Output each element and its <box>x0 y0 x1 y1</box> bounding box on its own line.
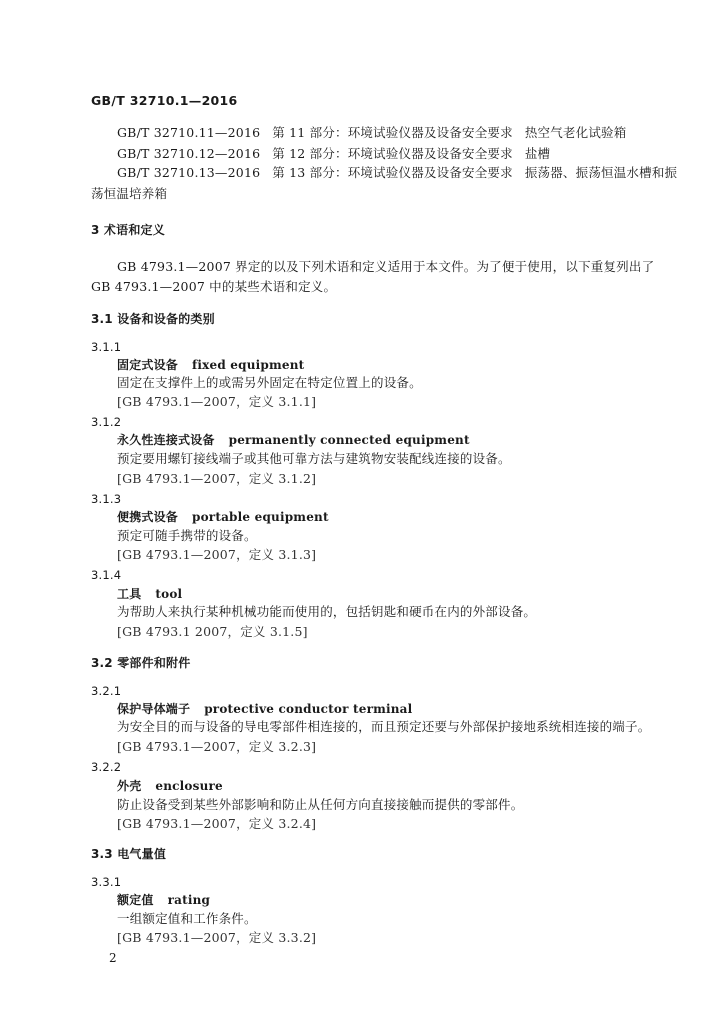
term-en: portable equipment <box>192 510 329 524</box>
term-zh: 固定式设备 <box>117 358 179 372</box>
term-definition: 为安全目的而与设备的导电零部件相连接的，而且预定还要与外部保护接地系统相连接的端子。 <box>117 719 651 734</box>
term-en: rating <box>167 893 211 907</box>
term-number: 3.1.4 <box>91 568 122 582</box>
term-title <box>117 357 304 373</box>
part-line-11 <box>117 125 626 141</box>
part-title: 盐槽 <box>524 146 551 161</box>
part-name: 第 11 部分：环境试验仪器及设备安全要求 <box>272 125 513 140</box>
term-en: fixed equipment <box>192 358 305 372</box>
term-zh: 外壳 <box>117 779 142 793</box>
term-reference: [GB 4793.1—2007，定义 3.1.2] <box>117 471 317 486</box>
term-reference: [GB 4793.1—2007，定义 3.3.2] <box>117 930 317 945</box>
intro-paragraph-line2: GB 4793.1—2007 中的某些术语和定义。 <box>91 279 337 294</box>
term-en: protective conductor terminal <box>204 702 413 716</box>
term-title <box>117 892 210 908</box>
term-definition: 固定在支撑件上的或需另外固定在特定位置上的设备。 <box>117 375 422 390</box>
term-number: 3.3.1 <box>91 875 122 889</box>
term-title <box>117 586 182 602</box>
section-3-3-heading: 3.3 电气量值 <box>91 847 167 861</box>
intro-paragraph-line1: GB 4793.1—2007 界定的以及下列术语和定义适用于本文件。为了便于使用，以下重复列出了 <box>117 259 655 274</box>
standard-header: GB/T 32710.1—2016 <box>91 93 238 108</box>
section-3-1-heading: 3.1 设备和设备的类别 <box>91 312 215 326</box>
part-code: GB/T 32710.11—2016 <box>117 125 261 140</box>
section-3-2-heading: 3.2 零部件和附件 <box>91 656 191 670</box>
term-definition: 一组额定值和工作条件。 <box>117 911 257 926</box>
term-definition: 为帮助人来执行某种机械功能而使用的，包括钥匙和硬币在内的外部设备。 <box>117 604 537 619</box>
term-number: 3.2.1 <box>91 684 122 698</box>
term-zh: 额定值 <box>117 893 154 907</box>
term-zh: 工具 <box>117 587 142 601</box>
term-reference: [GB 4793.1—2007，定义 3.2.3] <box>117 739 317 754</box>
term-zh: 便携式设备 <box>117 510 179 524</box>
term-title <box>117 432 470 448</box>
term-reference: [GB 4793.1—2007，定义 3.1.3] <box>117 547 317 562</box>
part-code: GB/T 32710.12—2016 <box>117 146 261 161</box>
term-reference: [GB 4793.1—2007，定义 3.1.1] <box>117 394 317 409</box>
term-number: 3.1.2 <box>91 415 122 429</box>
term-number: 3.2.2 <box>91 760 122 774</box>
term-number: 3.1.1 <box>91 340 122 354</box>
term-definition: 防止设备受到某些外部影响和防止从任何方向直接接触而提供的零部件。 <box>117 797 524 812</box>
term-en: enclosure <box>155 779 223 793</box>
term-title <box>117 509 329 525</box>
term-definition: 预定要用螺钉接线端子或其他可靠方法与建筑物安装配线连接的设备。 <box>117 451 511 466</box>
term-title <box>117 701 412 717</box>
part-title: 热空气老化试验箱 <box>524 125 627 140</box>
term-zh: 永久性连接式设备 <box>117 433 215 447</box>
term-en: permanently connected equipment <box>228 433 470 447</box>
section-3-heading: 3 术语和定义 <box>91 223 165 237</box>
part-title: 振荡器、振荡恒温水槽和振 <box>524 165 678 180</box>
part-name: 第 13 部分：环境试验仪器及设备安全要求 <box>272 165 513 180</box>
term-reference: [GB 4793.1—2007，定义 3.2.4] <box>117 816 317 831</box>
part-code: GB/T 32710.13—2016 <box>117 165 261 180</box>
term-definition: 预定可随手携带的设备。 <box>117 528 257 543</box>
term-en: tool <box>155 587 183 601</box>
term-title <box>117 778 223 794</box>
part-line-13 <box>117 165 677 181</box>
part-name: 第 12 部分：环境试验仪器及设备安全要求 <box>272 146 513 161</box>
part-title-continuation: 荡恒温培养箱 <box>91 186 168 201</box>
term-number: 3.1.3 <box>91 492 122 506</box>
part-line-12 <box>117 146 550 162</box>
term-reference: [GB 4793.1 2007，定义 3.1.5] <box>117 624 308 639</box>
page-number: 2 <box>109 951 117 965</box>
term-zh: 保护导体端子 <box>117 702 191 716</box>
